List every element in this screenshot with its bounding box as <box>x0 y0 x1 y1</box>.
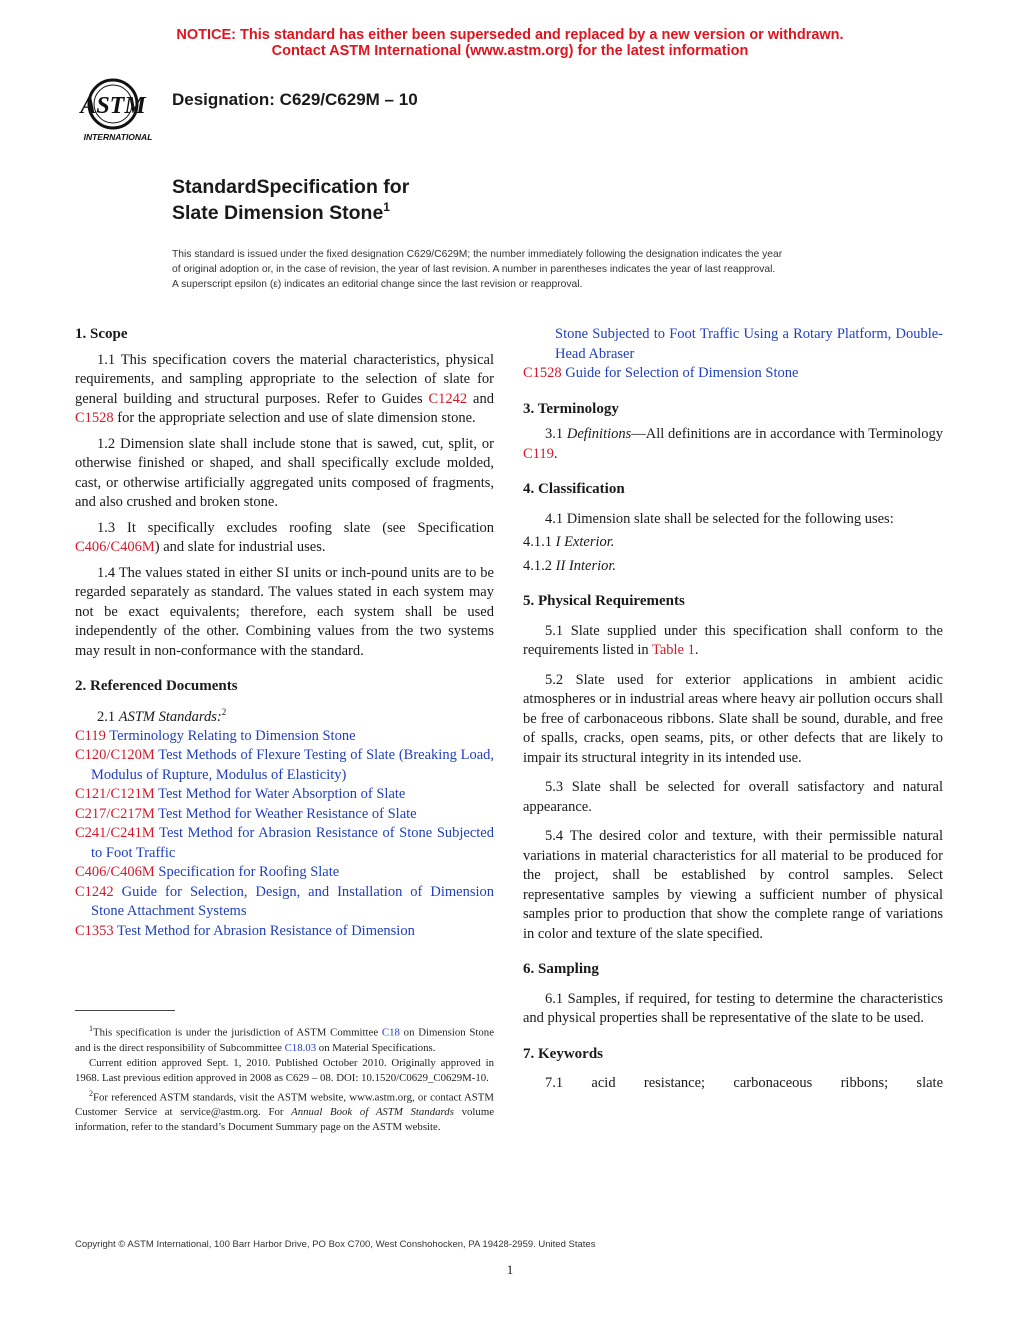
reference-title[interactable]: Test Method for Weather Resistance of Slate <box>154 805 417 822</box>
paragraph-1-3: 1.3 It specifically excludes roofing slate (see Specification C406/C406M) and slate for industrial uses. <box>75 519 494 555</box>
paragraph-1-4: 1.4 The values stated in either SI units or inch-pound units are to be regarded separately as standard. The values stated in each system may not be exact equivalents; therefore, each system shall be used independently of the other. Combining values from the two systems may result in non-conformance with the standard. <box>75 564 494 659</box>
reference-title[interactable]: Guide for Selection, Design, and Installation of Dimension Stone Attachment Systems <box>91 883 494 920</box>
reference-code[interactable]: C1242 <box>75 883 114 900</box>
link-c406[interactable]: C406/C406M <box>75 539 155 555</box>
reference-item <box>75 746 494 785</box>
reference-title-continued[interactable]: Stone Subjected to Foot Traffic Using a Rotary Platform, Double-Head Abraser <box>555 326 943 362</box>
paragraph-1-2: 1.2 Dimension slate shall include stone that is sawed, cut, split, or otherwise finished or shaped, and shall specifically exclude molded, cast, or otherwise artificially aggregated units composed of fragments, and also crushed and broken stone. <box>75 435 494 510</box>
logo-tagline: INTERNATIONAL <box>83 132 153 142</box>
issuance-line: of original adoption or, in the case of revision, the year of last revision. A number in parentheses indicates the year of last reapproval. <box>172 264 776 275</box>
section-heading-physical: 5. Physical Requirements <box>523 593 685 609</box>
issuance-line: This standard is issued under the fixed designation C629/C629M; the number immediately following the designation indicates the year <box>172 249 783 260</box>
link-table-1[interactable]: Table 1 <box>652 642 695 658</box>
section-heading-keywords: 7. Keywords <box>523 1045 603 1062</box>
reference-title[interactable]: Specification for Roofing Slate <box>154 864 340 881</box>
paragraph-6-1: 6.1 Samples, if required, for testing to determine the characteristics and physical properties shall be representative of the slate to be used. <box>523 990 943 1026</box>
link-c119[interactable]: C119 <box>523 445 554 462</box>
section-heading-sampling: 6. Sampling <box>523 961 599 977</box>
reference-code[interactable]: C1528 <box>523 365 562 381</box>
notice-banner <box>0 27 1020 59</box>
title-footnote-mark: 1 <box>383 200 390 214</box>
document-title <box>172 174 409 226</box>
item-4-1-2: 4.1.2 II Interior. <box>523 557 617 574</box>
title-line-1: StandardSpecification for <box>172 176 410 198</box>
footnote-2: $^2$For referenced ASTM standards, visit the ASTM website, www.astm.org, or contact ASTM Customer Service at service@astm.org. For Annual Book of ASTM Standards volume information, refer to the standard’s Document Summary page on the ASTM website. <box>75 1088 495 1134</box>
reference-list <box>75 727 494 942</box>
astm-logo <box>72 74 162 146</box>
section-heading-scope: 1. Scope <box>75 326 128 342</box>
reference-code[interactable]: C406/C406M <box>75 864 155 881</box>
reference-code[interactable]: C241/C241M <box>75 825 155 842</box>
reference-item <box>75 922 494 942</box>
astm-standards-label: 2.1 ASTM Standards:$^2$ <box>97 706 227 725</box>
paragraph-5-4: 5.4 The desired color and texture, with their permissible natural variations in material characteristics for all material to be produced for the project, shall be established by control samples. Select representative samples by viewing a sufficient number of physical samples prior to production that show the complete range of variations in color and texture of the slate specified. <box>523 828 943 942</box>
reference-title[interactable]: Test Methods of Flexure Testing of Slate (Breaking Load, Modulus of Rupture, Modulus of Elasticity) <box>91 747 494 783</box>
reference-item <box>75 824 494 863</box>
reference-title[interactable]: Guide for Selection of Dimension Stone <box>561 365 799 381</box>
reference-continued <box>523 325 943 364</box>
paragraph-5-3: 5.3 Slate shall be selected for overall satisfactory and natural appearance. <box>523 779 943 815</box>
footnotes <box>75 1021 494 1135</box>
reference-code[interactable]: C121/C121M <box>75 786 155 803</box>
footnote-1-edition: Current edition approved Sept. 1, 2010. Published October 2010. Originally approved in 1968. Last previous edition approved in 2008 as C629 – 08. DOI: 10.1520/C0629_C0629M-10. <box>75 1056 494 1084</box>
reference-code[interactable]: C217/C217M <box>75 805 155 822</box>
reference-code[interactable]: C120/C120M <box>75 747 155 764</box>
notice-line-1: NOTICE: This standard has either been superseded and replaced by a new version or withdrawn. <box>176 27 844 43</box>
paragraph-3-1: 3.1 Definitions—All definitions are in accordance with Terminology C119. <box>523 426 944 462</box>
paragraph-1-1: 1.1 This specification covers the material characteristics, physical requirements, and sampling appropriate to the selection of slate for general building and structural purposes. Refer to Guides C1242 and C1528 for the appropriate selection and use of slate dimension stone. <box>75 351 494 426</box>
logo-letters: ASTM <box>80 93 146 119</box>
left-column <box>75 325 494 941</box>
reference-title[interactable]: Test Method for Abrasion Resistance of Stone Subjected to Foot Traffic <box>91 825 494 861</box>
footnote-1: $^1$This specification is under the jurisdiction of ASTM Committee C18 on Dimension Stone and is the direct responsibility of Subcommittee C18.03 on Material Specifications. <box>75 1024 494 1054</box>
link-c1242[interactable]: C1242 <box>428 390 468 407</box>
section-heading-referenced: 2. Referenced Documents <box>75 678 238 694</box>
section-heading-classification: 4. Classification <box>523 481 625 497</box>
link-c1528[interactable]: C1528 <box>75 410 114 426</box>
section-heading-terminology: 3. Terminology <box>523 400 619 417</box>
title-line-2: Slate Dimension Stone <box>172 202 384 224</box>
reference-title[interactable]: Terminology Relating to Dimension Stone <box>105 727 356 744</box>
reference-item <box>75 785 494 805</box>
reference-item <box>75 727 494 747</box>
notice-line-2: Contact ASTM International (www.astm.org) for the latest information <box>271 43 749 59</box>
footnote-rule <box>75 1010 175 1011</box>
reference-title[interactable]: Test Method for Water Absorption of Slate <box>154 786 406 803</box>
designation: Designation: C629/C629M – 10 <box>172 90 418 109</box>
link-c18-03[interactable]: C18.03 <box>284 1041 317 1054</box>
link-c18[interactable]: C18 <box>381 1026 400 1039</box>
reference-item <box>523 364 943 384</box>
reference-code[interactable]: C119 <box>75 727 106 744</box>
item-4-1-1: 4.1.1 I Exterior. <box>523 534 615 550</box>
reference-item <box>75 883 494 922</box>
reference-title[interactable]: Test Method for Abrasion Resistance of Dimension <box>113 922 415 939</box>
paragraph-4-1: 4.1 Dimension slate shall be selected for the following uses: <box>545 510 894 527</box>
reference-code[interactable]: C1353 <box>75 922 114 939</box>
copyright: Copyright © ASTM International, 100 Barr Harbor Drive, PO Box C700, West Conshohocken, PA 19428-2959. United States <box>75 1239 596 1250</box>
paragraph-5-1: 5.1 Slate supplied under this specification shall conform to the requirements listed in Table 1. <box>523 622 943 658</box>
right-column <box>523 325 943 1094</box>
reference-item <box>75 863 494 883</box>
reference-item <box>75 805 494 825</box>
paragraph-5-2: 5.2 Slate used for exterior applications in ambient acidic atmospheres or in industrial areas where heavy air pollution occurs shall be free of carbonaceous ribbons. Slate shall be sound, durable, and free of spalls, cracks, open seams, pits, or other defects that are likely to impair its structural integrity in its intended use. <box>523 671 943 766</box>
page-number: 1 <box>506 1262 514 1277</box>
issuance-note <box>172 247 862 292</box>
paragraph-7-1: 7.1 acid resistance; carbonaceous ribbons; slate <box>545 1075 943 1091</box>
issuance-line: A superscript epsilon (ε) indicates an editorial change since the last revision or reapproval. <box>172 279 583 290</box>
